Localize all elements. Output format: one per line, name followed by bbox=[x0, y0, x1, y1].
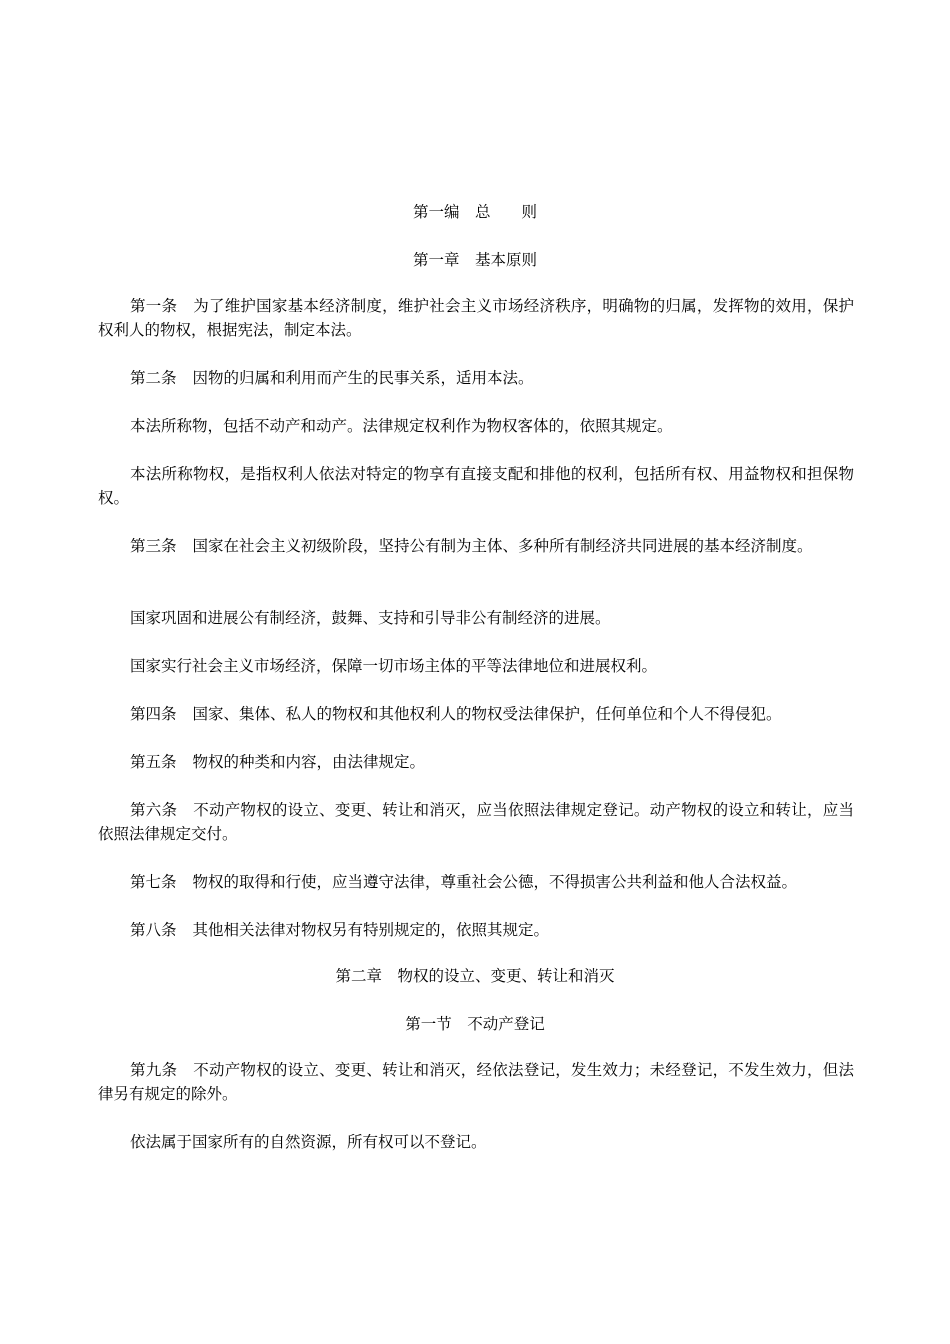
article-paragraph bbox=[98, 654, 854, 678]
article-text: 本法所称物权，是指权利人依法对特定的物享有直接支配和排他的权利，包括所有权、用益物权和担保物权。 bbox=[98, 465, 854, 507]
article-paragraph bbox=[98, 414, 854, 438]
article-paragraph bbox=[98, 462, 854, 510]
article-text: 国家实行社会主义市场经济，保障一切市场主体的平等法律地位和进展权利。 bbox=[130, 657, 658, 675]
article-number: 第四条 bbox=[130, 705, 177, 723]
article-text: 其他相关法律对物权另有特别规定的，依照其规定。 bbox=[192, 921, 550, 939]
chapter-title: 第二章 物权的设立、变更、转让和消灭 bbox=[335, 967, 615, 985]
article-text: 物权的种类和内容，由法律规定。 bbox=[192, 753, 426, 771]
article-number: 第一条 bbox=[130, 297, 178, 315]
article-number: 第六条 bbox=[130, 801, 178, 819]
article-paragraph bbox=[98, 750, 854, 774]
article-number: 第八条 bbox=[130, 921, 177, 939]
article-paragraph bbox=[98, 702, 854, 726]
article-text: 本法所称物，包括不动产和动产。法律规定权利作为物权客体的，依照其规定。 bbox=[130, 417, 673, 435]
chapter-title: 第一章 基本原则 bbox=[412, 251, 537, 269]
article-text: 不动产物权的设立、变更、转让和消灭，经依法登记，发生效力；未经登记，不发生效力，但法律另有规定的除外。 bbox=[98, 1061, 854, 1103]
article-text: 因物的归属和利用而产生的民事关系，适用本法。 bbox=[192, 369, 534, 387]
article-text: 国家巩固和进展公有制经济，鼓舞、支持和引导非公有制经济的进展。 bbox=[130, 609, 611, 627]
article-text: 依法属于国家所有的自然资源，所有权可以不登记。 bbox=[130, 1133, 487, 1151]
article-paragraph bbox=[98, 606, 854, 630]
article-paragraph bbox=[98, 1058, 854, 1106]
article-paragraph bbox=[98, 1130, 854, 1154]
article-text: 国家在社会主义初级阶段，坚持公有制为主体、多种所有制经济共同进展的基本经济制度。 bbox=[192, 537, 813, 555]
section-title: 第一节 不动产登记 bbox=[405, 1015, 545, 1033]
article-text: 为了维护国家基本经济制度，维护社会主义市场经济秩序，明确物的归属，发挥物的效用，保护权利人的物权，根据宪法，制定本法。 bbox=[98, 297, 854, 339]
article-paragraph bbox=[98, 366, 854, 390]
article-number: 第三条 bbox=[130, 537, 177, 555]
article-paragraph bbox=[98, 870, 854, 894]
article-text: 物权的取得和行使，应当遵守法律，尊重社会公德，不得损害公共利益和他人合法权益。 bbox=[192, 873, 798, 891]
article-text: 不动产物权的设立、变更、转让和消灭，应当依照法律规定登记。动产物权的设立和转让，应当依照法律规定交付。 bbox=[98, 801, 854, 843]
part-title: 第一编 总 则 bbox=[412, 203, 537, 221]
article-number: 第九条 bbox=[130, 1061, 178, 1079]
article-paragraph bbox=[98, 534, 854, 558]
article-paragraph bbox=[98, 798, 854, 846]
article-paragraph bbox=[98, 918, 854, 942]
article-number: 第五条 bbox=[130, 753, 177, 771]
article-text: 国家、集体、私人的物权和其他权利人的物权受法律保护，任何单位和个人不得侵犯。 bbox=[192, 705, 782, 723]
article-paragraph bbox=[98, 294, 854, 342]
article-number: 第七条 bbox=[130, 873, 177, 891]
article-number: 第二条 bbox=[130, 369, 177, 387]
